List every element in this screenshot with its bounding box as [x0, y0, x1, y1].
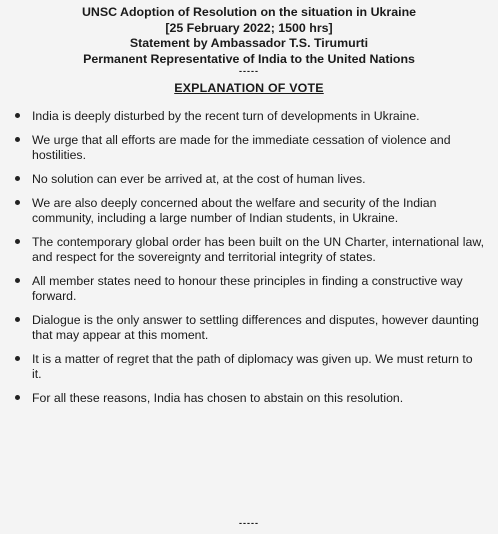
header-title: UNSC Adoption of Resolution on the situation in Ukraine: [81, 5, 417, 19]
list-item-text: We urge that all efforts are made for the immediate cessation of violence and hostilities.: [32, 133, 451, 162]
list-item: [12, 196, 486, 226]
bullet-icon: [15, 395, 20, 400]
footer-separator: -----: [239, 518, 259, 528]
section-heading-text: EXPLANATION OF VOTE: [174, 81, 324, 95]
list-item-text: No solution can ever be arrived at, at the cost of human lives.: [32, 172, 366, 186]
bullet-icon: [15, 356, 20, 361]
bullet-icon: [15, 239, 20, 244]
header-speaker: Statement by Ambassador T.S. Tirumurti: [129, 36, 369, 50]
bullet-icon: [15, 137, 20, 142]
list-item-text: It is a matter of regret that the path of diplomacy was given up. We must return to it.: [32, 352, 473, 381]
list-item-text: We are also deeply concerned about the welfare and security of the Indian community, including a large number of Indian students, in Ukraine.: [32, 196, 437, 225]
list-item-text: Dialogue is the only answer to settling differences and disputes, however daunting that may appear at this moment.: [32, 313, 479, 342]
list-item: [12, 391, 486, 406]
header-separator: -----: [239, 66, 259, 76]
bullet-icon: [15, 278, 20, 283]
list-item-text: All member states need to honour these principles in finding a constructive way forward.: [32, 274, 463, 303]
list-item: [12, 313, 486, 343]
section-heading: [12, 79, 486, 97]
list-item: [12, 352, 486, 382]
list-item: [12, 109, 486, 124]
bullet-icon: [15, 113, 20, 118]
document-header: [12, 5, 486, 67]
list-item: [12, 235, 486, 265]
bullet-list: [12, 109, 486, 406]
header-date-time: [25 February 2022; 1500 hrs]: [165, 20, 333, 35]
list-item: [12, 133, 486, 163]
bullet-icon: [15, 200, 20, 205]
bullet-icon: [15, 317, 20, 322]
list-item-text: India is deeply disturbed by the recent turn of developments in Ukraine.: [32, 109, 420, 123]
list-item: [12, 274, 486, 304]
list-item-text: For all these reasons, India has chosen to abstain on this resolution.: [32, 391, 404, 405]
bullet-icon: [15, 176, 20, 181]
list-item: [12, 172, 486, 187]
list-item-text: The contemporary global order has been built on the UN Charter, international law, and respect for the sovereignty and territorial integrity of states.: [32, 235, 484, 264]
header-speaker-title: Permanent Representative of India to the United Nations: [83, 51, 415, 66]
